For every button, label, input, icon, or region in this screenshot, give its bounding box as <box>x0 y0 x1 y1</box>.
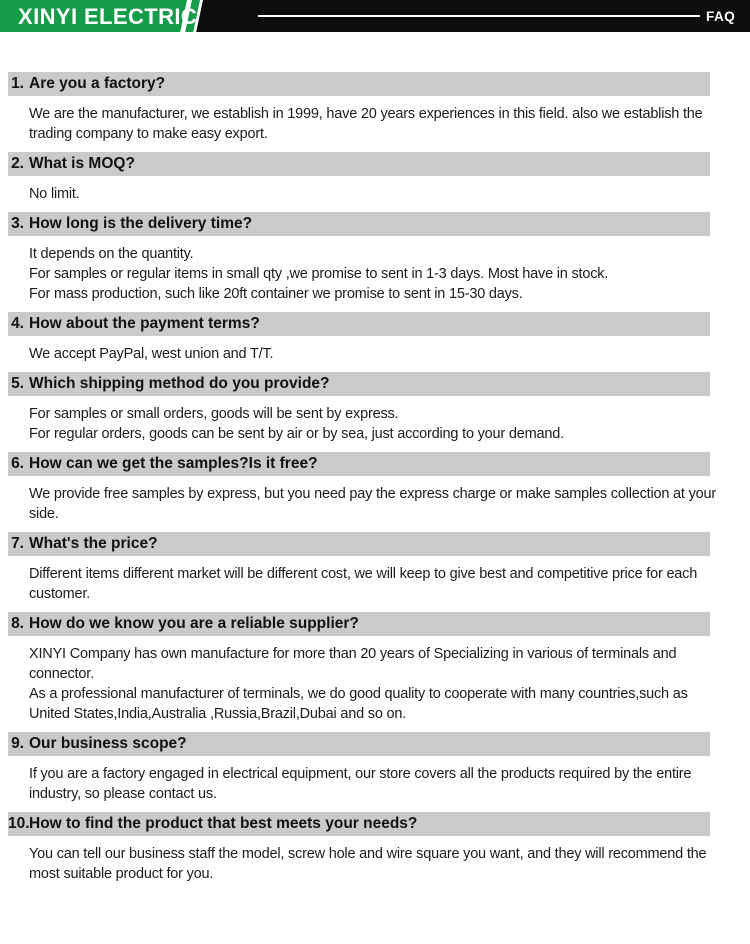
faq-answer <box>0 244 750 304</box>
faq-question-text: Which shipping method do you provide? <box>29 375 330 392</box>
faq-question-bar <box>8 152 710 176</box>
faq-question-text: What's the price? <box>29 535 158 552</box>
faq-question-text: How do we know you are a reliable supplier? <box>29 615 359 632</box>
faq-question-bar <box>8 812 710 836</box>
faq-question-text: What is MOQ? <box>29 155 135 172</box>
faq-answer-line: For samples or small orders, goods will be sent by express. <box>29 406 399 422</box>
faq-item <box>0 812 750 884</box>
header-rule-line <box>258 15 700 17</box>
faq-answer <box>0 564 750 604</box>
faq-item <box>0 312 750 364</box>
faq-list <box>0 72 750 884</box>
faq-answer-line: If you are a factory engaged in electrical equipment, our store covers all the products required by the entire industry, so please contact us. <box>29 766 692 802</box>
faq-question-number: 6. <box>11 455 24 472</box>
faq-answer-line: As a professional manufacturer of terminals, we do good quality to cooperate with many countries,such as United States,India,Australia ,Russia,Brazil,Dubai and so on. <box>29 686 688 722</box>
faq-item <box>0 532 750 604</box>
faq-question-number: 4. <box>11 315 24 332</box>
faq-item <box>0 612 750 724</box>
faq-question-bar <box>8 452 710 476</box>
faq-answer-line: We are the manufacturer, we establish in 1999, have 20 years experiences in this field. also we establish the trading company to make easy export. <box>29 106 703 142</box>
faq-item <box>0 152 750 204</box>
faq-question-number: 10. <box>8 815 30 832</box>
brand-title: XINYI ELECTRIC <box>18 4 198 29</box>
faq-question-text: Our business scope? <box>29 735 187 752</box>
faq-answer <box>0 644 750 724</box>
faq-question-bar <box>8 372 710 396</box>
faq-question-text: How long is the delivery time? <box>29 215 253 232</box>
faq-answer-line: For mass production, such like 20ft container we promise to sent in 15-30 days. <box>29 286 523 302</box>
faq-question-number: 7. <box>11 535 24 552</box>
faq-answer-line: It depends on the quantity. <box>29 246 194 262</box>
faq-answer <box>0 484 750 524</box>
faq-question-bar <box>8 532 710 556</box>
faq-answer-line: We provide free samples by express, but you need pay the express charge or make samples collection at your side. <box>29 486 716 522</box>
faq-question-number: 1. <box>11 75 24 92</box>
faq-question-bar <box>8 312 710 336</box>
faq-item <box>0 452 750 524</box>
faq-question-text: How can we get the samples?Is it free? <box>29 455 318 472</box>
faq-question-number: 2. <box>11 155 24 172</box>
brand-header <box>0 0 750 32</box>
faq-answer-line: XINYI Company has own manufacture for more than 20 years of Specializing in various of terminals and connector. <box>29 646 677 682</box>
faq-question-number: 3. <box>11 215 24 232</box>
faq-answer-line: For samples or regular items in small qty ,we promise to sent in 1-3 days. Most have in stock. <box>29 266 609 282</box>
faq-answer-line: For regular orders, goods can be sent by air or by sea, just according to your demand. <box>29 426 564 442</box>
faq-answer-line: You can tell our business staff the model, screw hole and wire square you want, and they will recommend the most suitable product for you. <box>29 846 707 882</box>
faq-answer <box>0 344 750 364</box>
faq-question-text: How to find the product that best meets your needs? <box>29 815 418 832</box>
faq-answer-line: No limit. <box>29 186 80 202</box>
faq-answer <box>0 184 750 204</box>
faq-item <box>0 72 750 144</box>
faq-answer <box>0 844 750 884</box>
faq-answer <box>0 764 750 804</box>
faq-answer <box>0 404 750 444</box>
faq-question-text: How about the payment terms? <box>29 315 260 332</box>
faq-question-bar <box>8 212 710 236</box>
section-label: FAQ <box>706 9 736 24</box>
faq-question-number: 8. <box>11 615 24 632</box>
faq-item <box>0 732 750 804</box>
faq-answer <box>0 104 750 144</box>
faq-question-bar <box>8 732 710 756</box>
faq-question-bar <box>8 72 710 96</box>
faq-answer-line: We accept PayPal, west union and T/T. <box>29 346 274 362</box>
faq-question-text: Are you a factory? <box>29 75 166 92</box>
faq-item <box>0 372 750 444</box>
faq-question-number: 5. <box>11 375 24 392</box>
faq-question-number: 9. <box>11 735 24 752</box>
faq-question-bar <box>8 612 710 636</box>
faq-answer-line: Different items different market will be different cost, we will keep to give best and competitive price for each customer. <box>29 566 698 602</box>
faq-item <box>0 212 750 304</box>
